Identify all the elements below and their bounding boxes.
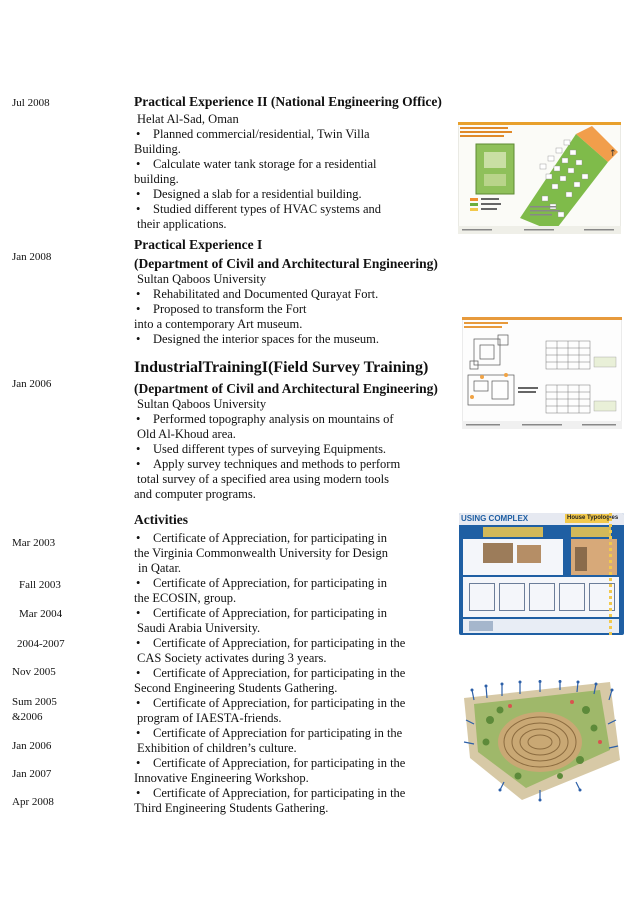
bullet-item: • Apply survey techniques and methods to perform <box>134 457 434 472</box>
svg-text:↑: ↑ <box>609 149 617 159</box>
text-line: Exhibition of children’s culture. <box>137 741 297 755</box>
experience-section-3 <box>134 359 438 502</box>
bullet-item: • Certificate of Appreciation, for participating in the <box>134 666 434 681</box>
site-plan-figure <box>458 122 621 234</box>
text-line: CAS Society activates during 3 years. <box>137 651 327 665</box>
text-line: Second Engineering Students Gathering. <box>134 681 338 695</box>
date-label: 2004-2007 <box>17 638 65 650</box>
date-label: Jan 2007 <box>12 768 52 780</box>
date-label: Sum 2005 <box>12 696 57 708</box>
figure-title: USING COMPLEX <box>461 514 529 523</box>
bullet-item: • Certificate of Appreciation for participating in the <box>134 726 434 741</box>
bullet-item: • Performed topography analysis on mountains of <box>134 412 434 427</box>
department: (Department of Civil and Architectural Engineering) <box>134 381 438 396</box>
date-label: Mar 2003 <box>12 537 56 549</box>
organization: Sultan Qaboos University <box>137 397 267 411</box>
text-line: and computer programs. <box>134 487 256 501</box>
bullet-item: • Certificate of Appreciation, for participating in the <box>134 756 434 771</box>
text-line: their applications. <box>137 217 227 231</box>
section-title: IndustrialTrainingI(Field Survey Training) <box>134 359 429 376</box>
date-label: &2006 <box>12 711 43 723</box>
bullet-item: • Certificate of Appreciation, for participating in <box>134 606 434 621</box>
bullet-item: • Studied different types of HVAC systems and <box>134 202 434 217</box>
bullet-item: • Designed a slab for a residential building. <box>134 187 434 202</box>
organization: Sultan Qaboos University <box>137 272 267 286</box>
date-label: Jan 2008 <box>12 251 52 263</box>
text-line: Innovative Engineering Workshop. <box>134 771 309 785</box>
bullet-item: • Certificate of Appreciation, for participating in the <box>134 696 434 711</box>
date-label: Jan 2006 <box>12 740 52 752</box>
bullet-item: • Certificate of Appreciation, for participating in the <box>134 786 434 801</box>
organization: Helat Al-Sad, Oman <box>137 112 239 126</box>
bullet-item: • Certificate of Appreciation, for participating in <box>134 576 434 591</box>
date-label: Mar 2004 <box>19 608 63 620</box>
bullet-item: • Used different types of surveying Equipments. <box>134 442 434 457</box>
bullet-item: • Calculate water tank storage for a residential <box>134 157 434 172</box>
figure-subtitle: House Typologies <box>567 515 619 521</box>
activities-section <box>134 511 434 816</box>
experience-section-2 <box>134 236 438 347</box>
text-line: Old Al-Khoud area. <box>137 427 236 441</box>
text-line: Saudi Arabia University. <box>137 621 261 635</box>
bullet-item: • Proposed to transform the Fort <box>134 302 434 317</box>
section-title: Activities <box>134 512 188 527</box>
fort-plans-figure <box>462 317 622 429</box>
date-label: Jan 2006 <box>12 378 52 390</box>
section-title: Practical Experience II (National Engineering Office) <box>134 94 442 109</box>
bullet-item: • Rehabilitated and Documented Qurayat Fort. <box>134 287 434 302</box>
text-line: Building. <box>134 142 181 156</box>
bullet-item: • Designed the interior spaces for the museum. <box>134 332 434 347</box>
department: (Department of Civil and Architectural Engineering) <box>134 256 438 271</box>
date-label: Nov 2005 <box>12 666 56 678</box>
text-line: total survey of a specified area using modern tools <box>137 472 390 486</box>
bullet-item: • Planned commercial/residential, Twin Villa <box>134 127 434 142</box>
date-label: Apr 2008 <box>12 796 54 808</box>
landscape-perspective-figure <box>460 680 623 802</box>
date-label: Jul 2008 <box>12 97 50 109</box>
section-title: Practical Experience I <box>134 237 263 252</box>
text-line: the ECOSIN, group. <box>134 591 237 605</box>
bullet-item: • Certificate of Appreciation, for participating in the <box>134 636 434 651</box>
text-line: building. <box>134 172 179 186</box>
text-line: program of IAESTA-friends. <box>137 711 282 725</box>
text-line: in Qatar. <box>138 561 182 575</box>
text-line: into a contemporary Art museum. <box>134 317 303 331</box>
experience-section-1 <box>134 93 442 232</box>
housing-complex-figure <box>459 513 624 635</box>
text-line: Third Engineering Students Gathering. <box>134 801 329 815</box>
date-label: Fall 2003 <box>19 579 61 591</box>
text-line: the Virginia Commonwealth University for Design <box>134 546 388 560</box>
bullet-item: • Certificate of Appreciation, for participating in <box>134 531 434 546</box>
